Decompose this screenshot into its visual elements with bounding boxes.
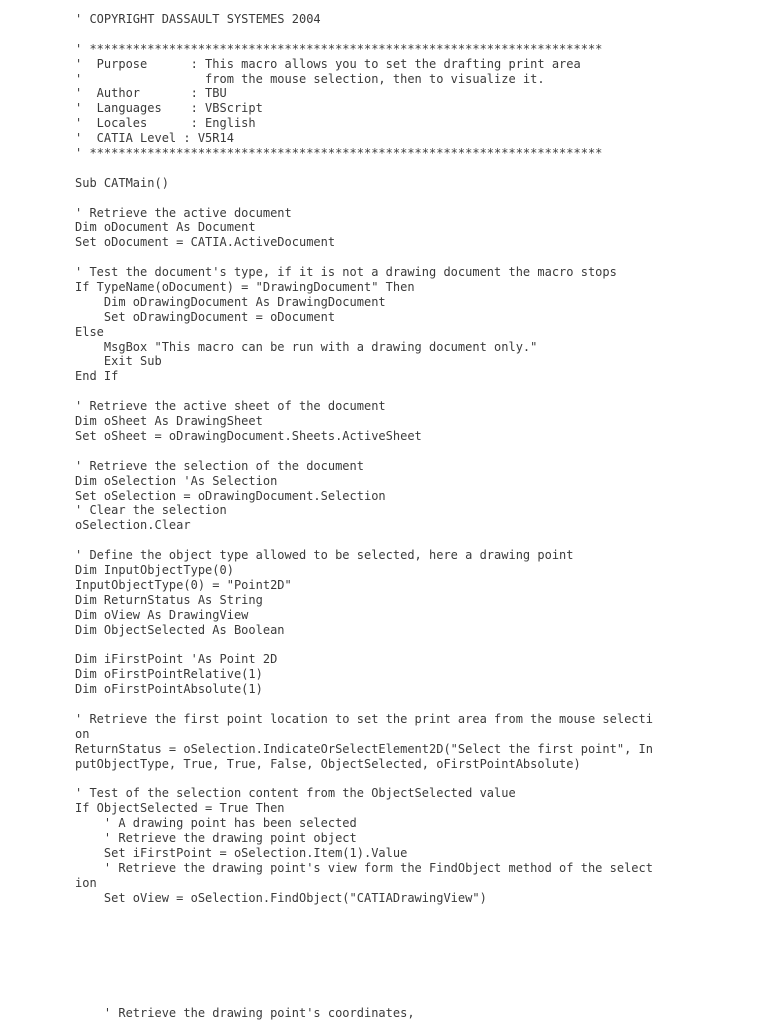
code-line: ' Retrieve the drawing point's view form the FindObject method of the select <box>75 860 653 875</box>
code-line: Dim oDrawingDocument As DrawingDocument <box>75 294 386 309</box>
code-line: ReturnStatus = oSelection.IndicateOrSelectElement2D("Select the first point", In <box>75 741 653 756</box>
code-line <box>75 637 735 652</box>
code-line: ' Retrieve the drawing point object <box>75 830 357 845</box>
code-line <box>75 191 735 206</box>
code-line: ' Test of the selection content from the ObjectSelected value <box>75 786 516 801</box>
code-line: Dim oFirstPointRelative(1) <box>75 667 263 682</box>
code-line: ' Locales : English <box>75 116 256 131</box>
code-line: Dim ObjectSelected As Boolean <box>75 622 285 637</box>
code-line: If ObjectSelected = True Then <box>75 801 285 816</box>
code-line: ' Define the object type allowed to be selected, here a drawing point <box>75 548 574 563</box>
code-line: on <box>75 726 90 741</box>
code-line <box>75 444 735 459</box>
code-line: InputObjectType(0) = "Point2D" <box>75 577 292 592</box>
code-line: Dim InputObjectType(0) <box>75 562 234 577</box>
code-line: If TypeName(oDocument) = "DrawingDocument" Then <box>75 280 415 295</box>
code-line: Set oDrawingDocument = oDocument <box>75 309 336 324</box>
code-line-bottom: ' Retrieve the drawing point's coordinates, <box>75 1006 415 1020</box>
code-line: Dim oFirstPointAbsolute(1) <box>75 682 263 697</box>
code-line: ' Purpose : This macro allows you to set the drafting print area <box>75 56 581 71</box>
code-line: ' *********************************************************************** <box>75 41 603 56</box>
code-line: Set oSelection = oDrawingDocument.Selection <box>75 488 386 503</box>
code-line: ' A drawing point has been selected <box>75 816 357 831</box>
code-line: Dim oSelection 'As Selection <box>75 473 278 488</box>
code-line <box>75 771 735 786</box>
code-line <box>75 697 735 712</box>
code-line: ' Clear the selection <box>75 503 227 518</box>
code-line: Set oSheet = oDrawingDocument.Sheets.ActiveSheet <box>75 428 422 443</box>
code-listing <box>75 12 735 905</box>
code-line: Dim oDocument As Document <box>75 220 256 235</box>
code-line <box>75 384 735 399</box>
code-line <box>75 161 735 176</box>
code-line: ' Retrieve the active sheet of the document <box>75 399 386 414</box>
code-line: Dim iFirstPoint 'As Point 2D <box>75 652 278 667</box>
code-line: ' from the mouse selection, then to visualize it. <box>75 71 545 86</box>
code-line: End If <box>75 369 119 384</box>
code-line <box>75 27 735 42</box>
code-line: ' Retrieve the active document <box>75 205 292 220</box>
code-line: ' Author : TBU <box>75 86 227 101</box>
code-line: Else <box>75 324 104 339</box>
code-line: Set iFirstPoint = oSelection.Item(1).Value <box>75 845 408 860</box>
code-line: Dim oView As DrawingView <box>75 607 249 622</box>
code-line: oSelection.Clear <box>75 518 191 533</box>
code-line: ' Languages : VBScript <box>75 101 263 116</box>
code-line: Exit Sub <box>75 354 162 369</box>
code-line: ' *********************************************************************** <box>75 146 603 161</box>
code-line: ' CATIA Level : V5R14 <box>75 131 234 146</box>
code-line: Sub CATMain() <box>75 175 169 190</box>
code-line: MsgBox "This macro can be run with a drawing document only." <box>75 339 538 354</box>
code-line: ' Test the document's type, if it is not a drawing document the macro stops <box>75 265 617 280</box>
code-line: ' Retrieve the selection of the document <box>75 458 364 473</box>
code-line: ion <box>75 875 97 890</box>
code-line: Set oDocument = CATIA.ActiveDocument <box>75 235 336 250</box>
code-line <box>75 250 735 265</box>
code-line: Dim oSheet As DrawingSheet <box>75 414 263 429</box>
code-line: ' COPYRIGHT DASSAULT SYSTEMES 2004 <box>75 12 321 26</box>
code-line: Set oView = oSelection.FindObject("CATIADrawingView") <box>75 890 487 905</box>
code-line <box>75 533 735 548</box>
code-line: ' Retrieve the first point location to set the print area from the mouse selecti <box>75 711 653 726</box>
code-line: Dim ReturnStatus As String <box>75 592 263 607</box>
code-line: putObjectType, True, True, False, ObjectSelected, oFirstPointAbsolute) <box>75 756 581 771</box>
